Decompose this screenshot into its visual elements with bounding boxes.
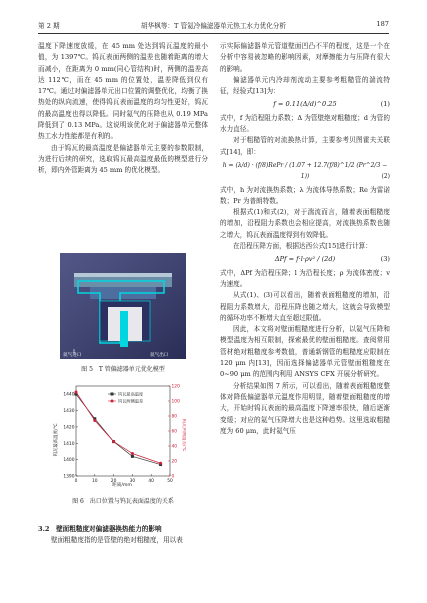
equation-3 (220, 254, 390, 265)
right-column (220, 41, 390, 437)
paragraph: 壁面粗糙度指的是管壁的绝对粗糙度，用以表 (51, 536, 183, 544)
equation-3-number: (3) (380, 255, 390, 264)
paragraph: 根据式(1)和式(2)，对于湍流而言，随着表面粗糙度的增加，沿程阻力系数也会相应提高，对流换热系数也随之增大，钨瓦表面温度得到有效降低。 (220, 208, 390, 239)
equation-1-body: f = 0.11(Δ/d)^0.25 (273, 100, 337, 109)
equation-3-body: ΔPf = f·l·ρv² / (2d) (274, 255, 336, 264)
y2-tick-label: 0 (171, 474, 175, 480)
y2-tick-label: 40 (171, 444, 178, 450)
data-point-temp-diff (159, 462, 162, 465)
header-rule (38, 33, 389, 34)
chart-y2-axis-label: 钨瓦两侧温差/℃ (181, 418, 186, 452)
chart-y-axis-label: 钨瓦最高温度/℃ (54, 423, 59, 457)
running-title: 胡华枫等：T 管氦冷偏滤器单元热工水力优化分析 (141, 22, 286, 30)
section-heading: 3.2 壁面粗糙度对偏滤器换热能力的影响 (38, 525, 162, 533)
y-tick-label: 1390 (63, 474, 75, 480)
y-tick-label: 1440 (63, 392, 75, 398)
left-column-bottom (38, 535, 208, 546)
tile-highlight (74, 273, 172, 277)
figure-5-model (60, 253, 186, 359)
equation-2-body: h = (λ/d) · (f/8)RePr / (1.07 + 12.7(f/8)^1/2 (Pr^2/3 − 1)) (222, 161, 388, 181)
paragraph: 在沿程压降方面，根据达西公式[15]进行计算： (233, 242, 372, 251)
paragraph: 式中，h 为对流换热系数；λ 为流体导热系数；Re 为雷诺数；Pr 为普朗特数。 (220, 185, 390, 205)
figure-6-caption: 图 6 出口位置与钨瓦表面温度的关系 (72, 498, 174, 505)
y2-tick-label: 60 (171, 429, 178, 435)
paragraph: 因此，本文将对壁面粗糙度进行分析，以氦气压降和模型温度为相互限制，探索最优的壁面粗糙度。查阅常用管材绝对粗糙度参考数值，普通新钢管的粗糙度应限制在 120 μm 内[13]，因而选择偏滤器单元管壁面粗糙度在 0~90 μm 的范围内利用 ANSYS CFX 开展分析研究。 (220, 325, 390, 379)
x-tick-label: 10 (92, 479, 98, 484)
chart-x-axis-label: 距离/mm (112, 483, 132, 488)
legend-label-diff: 钨瓦两侧温差 (118, 398, 144, 404)
x-tick-label: 0 (74, 479, 78, 484)
data-point-temp-diff (93, 419, 96, 422)
y-tick-label: 1410 (63, 441, 75, 447)
data-point-max-temp (131, 455, 134, 458)
paragraph: 对于粗糙管的对流换热计算，主要参考贝图霍夫关联式[14]，即： (220, 136, 390, 156)
paragraph: 示实际偏滤器单元管道壁面凹凸不平的程度，这是一个在分析中容易被忽略的影响因素，对摩擦能力与压降有很大的影响。 (220, 42, 390, 73)
y2-tick-label: 120 (171, 384, 180, 390)
outlet-label: 氦气出口 (150, 353, 169, 358)
paragraph: 从式(1)、(3)可以看出，随着表面粗糙度的增加，沿程阻力系数增大，沿程压降也随之增大，这就会导致模型的循环功率不断增大直至超过限值。 (220, 291, 390, 322)
page-number: 187 (376, 20, 389, 28)
left-column (38, 41, 208, 177)
legend-marker-max (111, 393, 114, 396)
x-tick-label: 20 (110, 479, 117, 484)
y-tick-label: 1420 (63, 425, 75, 431)
equation-2-number: (2) (381, 173, 390, 181)
paragraph: 分析结果如图 7 所示，可以看出，随着表面粗糙度整体对降低偏滤器单元温度作用明显，随着壁面粗糙度的增大，开始时钨瓦表面的最高温度下降速率很快，随后逐渐变缓；对应的氦气压降增大也是这种趋势。这里选取粗糙度为 60 μm，此时氦气压 (220, 381, 390, 435)
y-tick-label: 1400 (63, 458, 75, 464)
y2-tick-label: 80 (171, 414, 178, 420)
figure-5-caption: 图 5 T 管偏滤器单元优化模型 (81, 366, 165, 373)
legend-marker-diff (111, 400, 114, 403)
inlet-label: 氦气进口 (63, 353, 82, 358)
equation-1-number: (1) (380, 100, 390, 109)
legend-label-max: 钨瓦最高温度 (118, 391, 144, 397)
paragraph: 温度下降速度放缓，在 45 mm 处达到钨瓦温度的最小值，为 1397℃。钨瓦表面两侧的温差也随着距离的增大而减小，在距离为 0 mm(同心管结构)时，两侧的温差高达 112℃，而在 45 mm 的位置处，温差降低到仅有 17℃。通过对偏滤器单元出口位置的调整优化，均衡了换热处的纵向流速，使得钨瓦表面温度的均匀性更好，钨瓦的最高温度也得以降低。同时氦气的压降也从 0.19 MPa 降低到了 0.13 MPa。这说明该优化对于偏滤器单元整体热工水力性能都是有利的。 (38, 42, 208, 141)
data-point-temp-diff (75, 391, 78, 394)
paragraph: 式中，f 为沿程阻力系数；Δ 为管壁绝对粗糙度；d 为管的水力直径。 (220, 113, 390, 134)
issue-number: 第 2 期 (38, 22, 60, 30)
paragraph: 由于钨瓦的最高温度是偏滤器单元主要的参数限制，为进行后续的研究，选取钨瓦最高温度最低的模型进行分析，即内外管距离为 45 mm 的优化模型。 (38, 143, 208, 175)
outlet-tube (120, 311, 128, 347)
page-header (38, 20, 389, 32)
data-point-temp-diff (112, 440, 115, 443)
paragraph: 式中，ΔPf 为沿程压降；l 为沿程长度；ρ 为流体密度；v 为速度。 (220, 268, 390, 288)
y2-tick-label: 20 (171, 459, 178, 465)
x-tick-label: 30 (129, 479, 136, 484)
paragraph: 偏滤器单元内冷却剂流动主要参考粗糙管的湍流特征，经验式[13]为： (220, 75, 390, 96)
data-point-temp-diff (131, 452, 134, 455)
figure-6-chart (52, 380, 186, 488)
chart-legend (108, 391, 144, 405)
equation-2 (220, 160, 390, 183)
x-tick-label: 50 (167, 479, 173, 484)
y2-tick-label: 100 (171, 399, 180, 405)
equation-1 (220, 99, 390, 110)
x-tick-label: 40 (148, 479, 154, 484)
series-line-max-temp (76, 394, 161, 464)
y-tick-label: 1430 (63, 409, 75, 415)
